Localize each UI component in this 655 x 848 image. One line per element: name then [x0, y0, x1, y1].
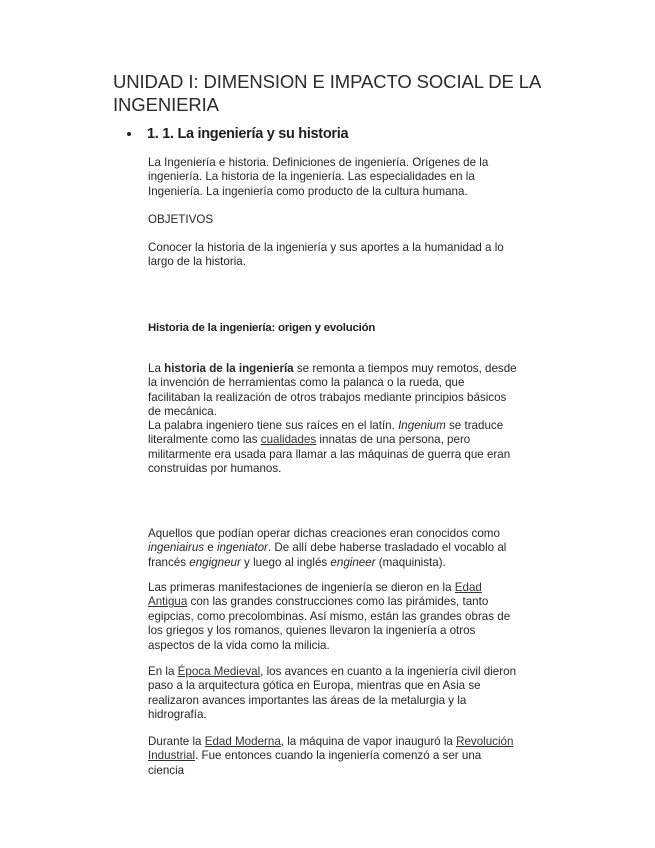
bullet-dot-icon — [127, 132, 131, 136]
paragraph-4-text — [148, 581, 518, 653]
history-subheading: Historia de la ingeniería: origen y evolución — [148, 322, 376, 334]
p3-a: Aquellos que podían operar dichas creaciones eran conocidos como — [148, 527, 500, 540]
section-heading: 1. 1. La ingeniería y su historia — [147, 126, 349, 142]
p2-prefix: La palabra ingeniero tiene sus raíces en el latín. — [148, 419, 399, 432]
p4-a: Las primeras manifestaciones de ingeniería se dieron en la — [148, 581, 455, 594]
section-bullet — [127, 126, 348, 142]
p4-b: con las grandes construcciones como las pirámides, tanto egipcias, como precolombinas. Así mismo, están las grandes obras de los griegos y los romanos, quienes llevaron la ingeniería a otros aspectos de la vida como la milicia. — [148, 595, 511, 652]
objectives-label-block — [148, 213, 518, 227]
p1-prefix: La — [148, 362, 165, 375]
paragraph-4 — [148, 581, 518, 653]
p3-italic-ingeniairus: ingeniairus — [148, 541, 205, 555]
p3-c: . De allí debe haberse trasladado el vocablo al francés — [148, 541, 507, 569]
link-cualidades[interactable]: cualidades — [260, 433, 317, 447]
objectives-text-block — [148, 241, 518, 270]
paragraph-6-text — [148, 735, 518, 778]
p3-italic-engineer: engineer — [330, 555, 376, 569]
paragraph-3 — [148, 527, 518, 570]
p3-e: (maquinista). — [375, 555, 446, 569]
p2-rest: innatas de una persona, pero militarmente era usada para llamar a las máquinas de guerra que eran construidas por humanos. — [148, 433, 511, 476]
paragraph-1 — [148, 362, 518, 420]
intro-paragraph-block — [148, 156, 518, 199]
link-edad-antigua[interactable]: Edad Antigua — [148, 581, 482, 609]
objectives-text: Conocer la historia de la ingeniería y sus aportes a la humanidad a lo largo de la historia. — [148, 241, 504, 269]
p3-b: e — [204, 541, 217, 555]
p6-c: . Fue entonces cuando la ingeniería comenzó a ser una ciencia — [148, 749, 482, 777]
p1-bold: historia de la ingeniería — [164, 362, 294, 375]
p1-rest: se remonta a tiempos muy remotos, desde la invención de herramientas como la palanca o la rueda, que facilitaban la realización de otros trabajos mediante principios básicos de mecánica. — [148, 362, 517, 419]
paragraph-1-text — [148, 362, 518, 420]
paragraph-5 — [148, 665, 518, 723]
p5-a: En la — [148, 665, 178, 678]
objectives-label: OBJETIVOS — [148, 213, 214, 226]
page-title: UNIDAD I: DIMENSION E IMPACTO SOCIAL DE LA INGENIERIA — [113, 71, 541, 115]
paragraph-6 — [148, 735, 518, 778]
p3-italic-ingeniator: ingeniator — [216, 541, 268, 555]
paragraph-5-text — [148, 665, 518, 723]
intro-paragraph: La Ingeniería e historia. Definiciones de ingeniería. Orígenes de la ingeniería. La historia de la ingeniería. Las especialidades en la Ingeniería. La ingeniería como producto de la cultura humana. — [148, 156, 489, 198]
p6-a: Durante la — [148, 735, 205, 748]
paragraph-3-text — [148, 527, 518, 570]
paragraph-2 — [148, 419, 518, 477]
link-revolucion-industrial[interactable]: Revolución Industrial — [148, 735, 514, 763]
p6-b: , la máquina de vapor inauguró la — [280, 735, 457, 748]
subheading-block — [148, 321, 518, 335]
p3-italic-engigneur: engigneur — [189, 555, 241, 569]
link-edad-moderna[interactable]: Edad Moderna — [204, 735, 281, 748]
p5-b: , los avances en cuanto a la ingeniería civil dieron paso a la arquitectura gótica en Europa, mientras que en Asia se realizaron avances importantes las áreas de la metalurgia y la hidrografía. — [148, 665, 517, 722]
p2-mid: se traduce literalmente como las — [148, 419, 504, 447]
paragraph-2-text — [148, 419, 518, 477]
link-epoca-medieval[interactable]: Época Medieval — [177, 665, 261, 678]
p3-d: y luego al inglés — [240, 555, 331, 569]
p2-italic-ingenium: Ingenium — [398, 419, 446, 432]
